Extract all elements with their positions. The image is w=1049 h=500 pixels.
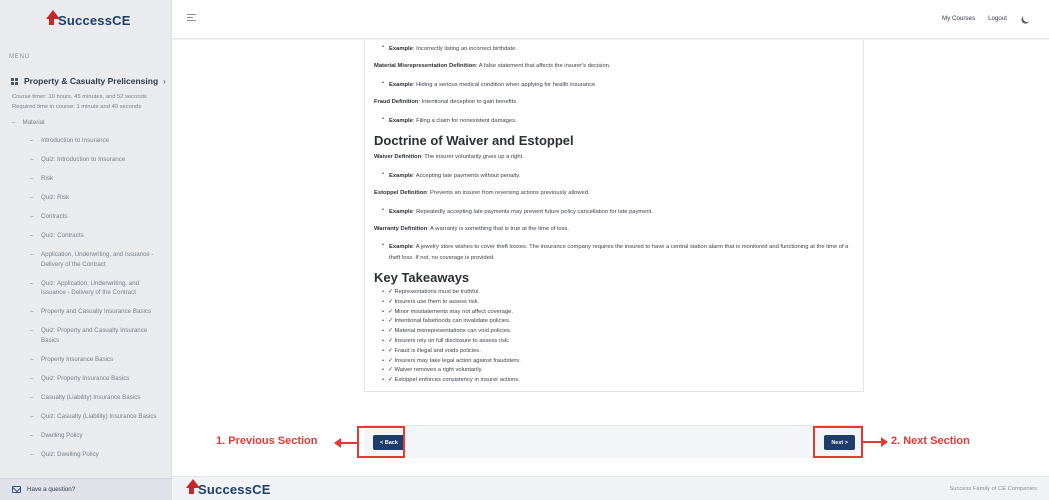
bullet-dash: –	[30, 213, 34, 220]
section-nav	[364, 425, 864, 458]
my-courses-link[interactable]: My Courses	[942, 14, 976, 22]
definition: Material Misrepresentation Definition: A false statement that affects the insurer's decision.	[374, 63, 611, 69]
required-time-text: Required time in course: 1 minute and 40 seconds	[12, 103, 142, 110]
sidebar-lesson-item[interactable]	[30, 374, 171, 384]
mail-icon	[12, 486, 21, 493]
sidebar-lesson-item[interactable]	[30, 393, 171, 403]
sidebar-lesson-item[interactable]	[30, 355, 171, 365]
logout-link[interactable]: Logout	[988, 14, 1007, 22]
example-item: • Example: A jewelry store wishes to cover theft losses. The insurance company requires the insured to have a central station alarm that is monitored and functioning at the time of a theft loss. If not, no coverage is provided.	[382, 242, 849, 261]
logo-text: SuccessCE	[58, 12, 131, 28]
sidebar-lesson-item[interactable]	[30, 250, 171, 269]
sidebar-lesson-label: Introduction to Insurance	[41, 137, 110, 144]
takeaway-item: • ✓ Representations must be truthful.	[382, 289, 480, 295]
sidebar-lesson-item[interactable]	[30, 412, 171, 422]
previous-section-annotation: 1. Previous Section	[216, 435, 318, 447]
bullet-dash: –	[30, 279, 34, 287]
bullet-dash: –	[30, 431, 34, 439]
bullet-dash: –	[30, 175, 34, 182]
footer-text: Success Family of CE Companies	[949, 486, 1037, 492]
sidebar-lesson-label: Quiz: Property Insurance Basics	[41, 374, 130, 382]
sidebar-lesson-item[interactable]	[30, 307, 171, 317]
material-section[interactable]: – Material	[12, 119, 45, 126]
bullet-dash: –	[30, 137, 34, 144]
main-content	[172, 40, 1049, 476]
sidebar-lesson-label: Property Insurance Basics	[41, 355, 114, 363]
sidebar-lesson-label: Quiz: Introduction to Insurance	[41, 156, 126, 163]
sidebar-lesson-label: Property and Casualty Insurance Basics	[41, 308, 152, 315]
sidebar-lesson-label: Application, Underwriting, and Issuance - Delivery of the Contract	[41, 251, 154, 268]
chevron-right-icon: ›	[163, 76, 166, 86]
sidebar-lesson-label: Quiz: Application, Underwriting, and Issuance - Delivery of the Contract	[41, 279, 140, 296]
bullet-dash: –	[30, 156, 34, 163]
sidebar-lesson-item[interactable]	[30, 279, 171, 298]
sidebar-lesson-item[interactable]	[30, 174, 171, 184]
sidebar	[0, 0, 172, 500]
footer-logo-text: SuccessCE	[198, 481, 271, 497]
sidebar-lesson-label: Quiz: Dwelling Policy	[41, 450, 99, 458]
arrow-right-icon	[863, 441, 887, 443]
sidebar-lesson-label: Quiz: Risk	[41, 194, 70, 201]
bullet-dash: –	[30, 232, 34, 239]
next-button[interactable]: Next >	[824, 435, 855, 450]
back-highlight-box	[357, 426, 405, 458]
takeaway-item: • ✓ Material misrepresentations can void policies.	[382, 328, 512, 335]
sidebar-lesson-item[interactable]	[30, 450, 171, 460]
takeaway-item: • ✓ Estoppel enforces consistency in insurer actions.	[382, 377, 520, 384]
section-heading: Key Takeaways	[374, 270, 470, 285]
bullet-dash: –	[30, 251, 34, 258]
definition: Warranty Definition: A warranty is something that is true at the time of loss.	[374, 226, 570, 232]
footer-logo[interactable]	[186, 469, 271, 500]
sidebar-lesson-item[interactable]	[30, 193, 171, 203]
takeaway-item: • ✓ Insurers rely on full disclosure to assess risk.	[382, 337, 510, 344]
bullet-dash: –	[30, 355, 34, 363]
bullet-dash: –	[30, 308, 34, 315]
logo-icon	[186, 484, 198, 494]
sidebar-lesson-item[interactable]	[30, 231, 171, 241]
material-label: Material	[22, 119, 45, 126]
bullet-dash: –	[30, 194, 34, 201]
example-item: • Example: Repeatedly accepting late payments may prevent future policy cancellation for late payment.	[382, 207, 653, 215]
timer-text: Course timer: 10 hours, 45 minutes, and 52 seconds	[12, 94, 147, 100]
lesson-list	[0, 126, 171, 459]
takeaways-list	[382, 288, 521, 386]
sidebar-lesson-item[interactable]	[30, 431, 171, 441]
logo-icon	[46, 15, 58, 25]
logo[interactable]	[0, 0, 171, 40]
sidebar-lesson-label: Contracts	[41, 213, 68, 220]
definition: Fraud Definition: Intentional deception to gain benefits.	[374, 99, 518, 105]
next-section-annotation: 2. Next Section	[891, 435, 970, 447]
sidebar-lesson-item[interactable]	[30, 155, 171, 165]
section-heading: Doctrine of Waiver and Estoppel	[374, 133, 574, 148]
bullet-dash: –	[30, 374, 34, 382]
top-links	[929, 14, 1031, 22]
menu-toggle-icon[interactable]	[187, 14, 196, 23]
sidebar-lesson-item[interactable]	[30, 326, 171, 345]
bullet-dash: –	[30, 327, 34, 334]
example-item: • Example: Accepting late payments without penalty.	[382, 171, 521, 179]
bullet-dash: –	[30, 412, 34, 420]
takeaway-item: • ✓ Fraud is illegal and voids policies.	[382, 347, 481, 354]
sidebar-lesson-label: Risk	[41, 175, 54, 182]
bullet-dash: –	[30, 450, 34, 458]
sidebar-lesson-item[interactable]	[30, 136, 171, 146]
sidebar-lesson-label: Casualty (Liability) Insurance Basics	[41, 393, 141, 401]
sidebar-lesson-label: Dwelling Policy	[41, 431, 83, 439]
next-highlight-box	[813, 426, 863, 458]
takeaway-item: • ✓ Insurers use them to assess risk.	[382, 298, 480, 305]
back-button[interactable]: < Back	[373, 435, 405, 450]
grid-icon	[11, 78, 18, 85]
arrow-left-icon	[335, 442, 357, 444]
definition: Waiver Definition: The insurer voluntarily gives up a right.	[374, 154, 524, 160]
takeaway-item: • ✓ Insurers may take legal action against fraudsters.	[382, 357, 521, 364]
top-bar	[172, 0, 1049, 39]
example-item: • Example: Hiding a serious medical condition when applying for health insurance.	[382, 80, 597, 88]
example-item: • Example: Filing a claim for nonexistent damages.	[382, 116, 517, 124]
bullet-dash: –	[30, 393, 34, 401]
definition: Estoppel Definition: Prevents an insurer from reversing actions previously allowed.	[374, 190, 590, 196]
course-title[interactable]	[0, 60, 171, 86]
course-timer	[0, 86, 171, 112]
sidebar-lesson-label: Quiz: Contracts	[41, 232, 84, 239]
example-item: • Example: Incorrectly listing an incorrect birthdate.	[382, 44, 517, 52]
help-button[interactable]	[0, 478, 172, 500]
lesson-card	[364, 40, 864, 392]
dark-mode-icon[interactable]	[1022, 13, 1032, 23]
sidebar-lesson-item[interactable]	[30, 212, 171, 222]
takeaway-item: • ✓ Minor misstatements may not affect coverage.	[382, 308, 513, 315]
takeaway-item: • ✓ Waiver removes a right voluntarily.	[382, 367, 483, 374]
help-label: Have a question?	[27, 486, 76, 493]
sidebar-lesson-label: Quiz: Casualty (Liability) Insurance Basics	[41, 412, 157, 420]
takeaway-item: • ✓ Intentional falsehoods can invalidate policies.	[382, 318, 511, 325]
sidebar-lesson-label: Quiz: Property and Casualty Insurance Basics	[41, 327, 148, 344]
footer	[172, 476, 1049, 500]
course-title-label: Property & Casualty Prelicensing	[24, 76, 159, 86]
menu-label: MENU	[9, 54, 30, 60]
